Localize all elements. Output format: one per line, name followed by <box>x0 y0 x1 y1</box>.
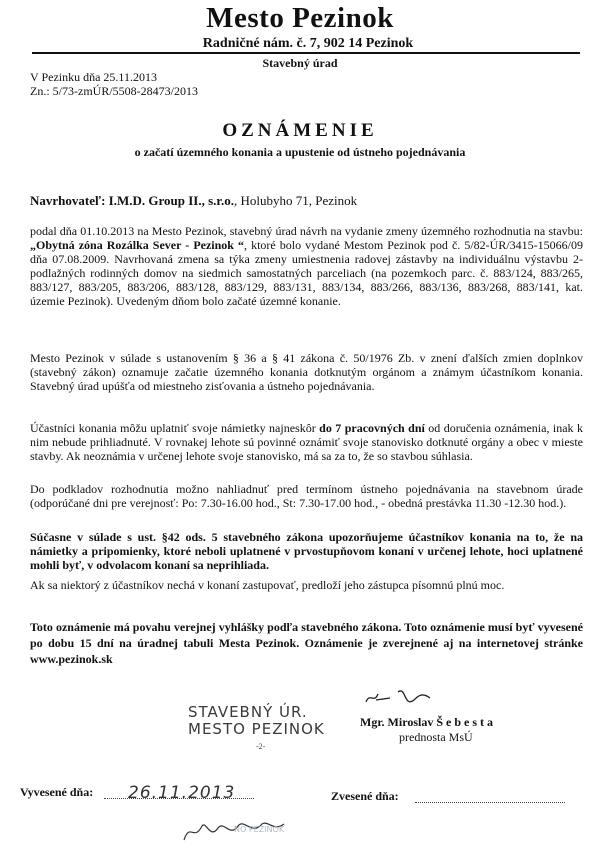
paragraph-inspection: Do podkladov rozhodnutia možno nahliadnuť pred termínom ústneho pojednávania na stavebnom úrade (odporúčané dni pre verejnosť: Po: 7.30-16.00 hod., St: 7.30-17.00 hod., - obedná prestávka 11.30 -12.30 hod.). <box>30 482 583 510</box>
office-stamp <box>188 704 325 738</box>
p1-text-a: podal dňa 01.10.2013 na Mesto Pezinok, stavebný úrad návrh na vydanie zmeny územného rozhodnutia na stavbu: <box>30 224 583 238</box>
p1-text-b: , ktoré bolo vydané Mestom Pezinok pod č. 5/82-ÚR/3415-15066/09 dňa 07.08.2009. Navrhovaná zmena sa týka zmeny umiestnenia radovej zástavby na individuálnu výstavbu 2-podlažných rodinných domov na siedmich samostatných parceliach (na pozemkoch parc. č. 883/124, 883/265, 883/127, 883/205, 883/206, 883/128, 883/129, 883/131, 883/134, 883/266, 883/136, 883/268, 883/141, kat. územie Pezinok). Uvedeným dňom bolo začaté územné konanie. <box>30 238 583 308</box>
faint-stamp-text: NO PEZINOK <box>234 825 285 834</box>
removed-line <box>415 802 565 803</box>
proposer-address: , Holubyho 71, Pezinok <box>234 193 358 208</box>
signatory-name: Mgr. Miroslav Š e b e s t a <box>360 715 493 729</box>
posted-label: Vyvesené dňa: <box>20 785 94 799</box>
p3-text-a: Účastníci konania môžu uplatniť svoje námietky najneskôr <box>30 421 320 435</box>
posted-date: 26.11.2013 <box>128 783 236 803</box>
project-name: „Obytná zóna Rozálka Sever - Pezinok “ <box>30 238 245 252</box>
paragraph-application <box>30 224 583 308</box>
p3-text-b: od doručenia oznámenia, inak k nim nebude prihliadnuté. V rovnakej lehote sú povinné oznámiť svoje stanovisko dotknuté orgány a obec v mieste stavby. Ak neoznámia v určenej lehote svoje stanovisko, má sa za to, že so stavbou súhlasia. <box>30 421 583 463</box>
paragraph-warning: Súčasne v súlade s ust. §42 ods. 5 stavebného zákona upozorňujeme účastníkov konania na to, že na námietky a pripomienky, ktoré neboli uplatnené v prvostupňovom konaní v určenej lehote, hoci uplatnené mohli byť, v odvolacom konaní sa neprihliada. <box>30 530 583 572</box>
city-address: Radničné nám. č. 7, 902 14 Pezinok <box>202 36 414 51</box>
notice-subheading: o začatí územného konania a upustenie od ústneho pojednávania <box>134 145 466 159</box>
proposer-name: I.M.D. Group II., s.r.o. <box>108 193 234 208</box>
signature-scribble <box>360 682 470 714</box>
paragraph-legal-basis: Mesto Pezinok v súlade s ustanovením § 36 a § 41 zákona č. 50/1976 Zb. v znení ďalších zmien doplnkov (stavebný zákon) oznamuje začatie územného konania dotknutým orgánom a známym účastníkom konania. Stavebný úrad upúšťa od miestneho zisťovania a ústneho pojednávania. <box>30 351 583 393</box>
removed-label: Zvesené dňa: <box>331 789 399 803</box>
header-divider <box>32 52 580 54</box>
notice-heading: OZNÁMENIE <box>222 120 378 141</box>
document-meta <box>30 70 198 98</box>
deadline: do 7 pracovných dní <box>319 421 425 435</box>
proposer-line <box>30 193 357 209</box>
posting-signature <box>176 812 296 848</box>
city-title: Mesto Pezinok <box>206 2 394 34</box>
paragraph-objections <box>30 421 583 463</box>
proposer-label: Navrhovateľ: <box>30 193 106 208</box>
signatory-role: prednosta MsÚ <box>399 730 473 744</box>
paragraph-public-notice: Toto oznámenie má povahu verejnej vyhlášky podľa stavebného zákona. Toto oznámenie musí byť vyvesené po dobu 15 dní na úradnej tabuli Mesta Pezinok. Oznámenie je zverejnené aj na internetovej stránke www.pezinok.sk <box>30 620 583 666</box>
paragraph-representation: Ak sa niektorý z účastníkov nechá v konaní zastupovať, predloží jeho zástupca písomnú plnú moc. <box>30 578 505 592</box>
stamp-line-2: MESTO PEZINOK <box>188 720 325 738</box>
office-name: Stavebný úrad <box>262 56 338 70</box>
reference-number: Zn.: 5/73-zmÚR/5508-28473/2013 <box>30 84 198 98</box>
stamp-line-1: STAVEBNÝ ÚR. <box>188 703 308 721</box>
stamp-mark: -2- <box>256 742 266 751</box>
place-date: V Pezinku dňa 25.11.2013 <box>30 70 157 84</box>
